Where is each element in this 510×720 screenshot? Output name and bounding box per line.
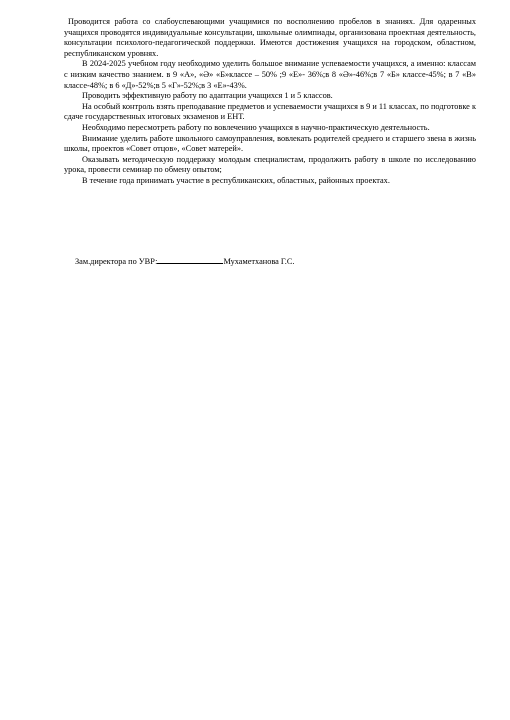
signature-title: Зам.директора по УВР:	[75, 257, 158, 266]
signature-line	[75, 256, 294, 268]
paragraph-exam-control: На особый контроль взять преподавание предметов и успеваемости учащихся в 9 и 11 классах, по подготовке к сдаче государственных итоговых экзаменов и ЕНТ.	[64, 101, 476, 122]
paragraph-methodical-support: Оказывать методическую поддержку молодым специалистам, продолжить работу в школе по исследованию урока, провести семинар по обмену опытом;	[64, 154, 476, 175]
paragraph-self-government: Внимание уделить работе школьного самоуправления, вовлекать родителей среднего и старшего звена в жизнь школы, проектов «Совет отцов», «Совет матерей».	[64, 133, 476, 154]
paragraph-adaptation: Проводить эффективную работу по адаптации учащихся 1 и 5 классов.	[82, 91, 333, 101]
document-body	[64, 17, 476, 187]
paragraph-weak-students: Проводится работа со слабоуспевающими учащимися по восполнению пробелов в знаниях. Для одаренных учащихся проводятся индивидуальные консультации, школьные олимпиады, организована проектная деятельность, консультации психолого-педагогической поддержки. Имеются достижения учащихся на городском, областном, республиканском уровнях.	[64, 17, 476, 58]
signature-blank	[157, 256, 223, 264]
signature-name: Мухаметханова Г.С.	[223, 257, 295, 266]
paragraph-academic-performance: В 2024-2025 учебном году необходимо уделить большое внимание успеваемости учащихся, а именно: классам с низким качество знанием. в 9 «А», «Ә» «Б»классе – 50% ;9 «Е»- 36%;в 8 «Ә»-46%;в 7 «Б» классе-45%; в 7 «В» классе-48%; в 6 «Д»-52%;в 5 «Г»-52%;в 3 «Е»-43%.	[64, 59, 476, 90]
paragraph-projects: В течение года принимать участие в республиканских, областных, районных проектах.	[82, 175, 390, 185]
paragraph-research-activity: Необходимо пересмотреть работу по вовлечению учащихся в научно-практическую деятельность.	[82, 122, 430, 132]
